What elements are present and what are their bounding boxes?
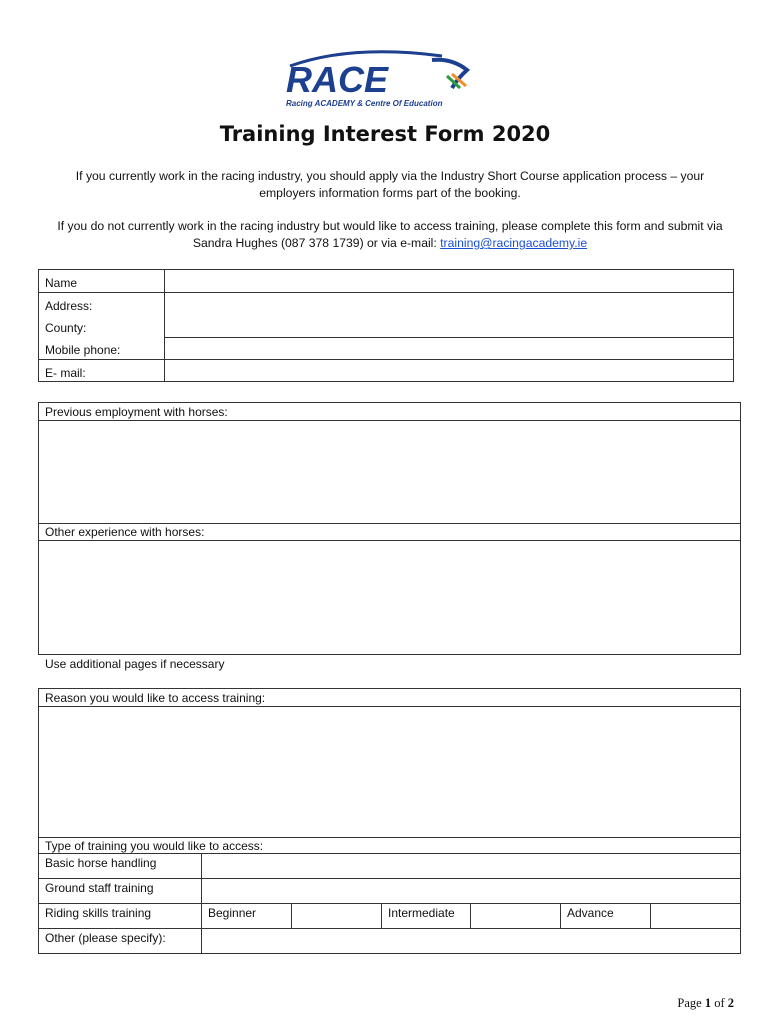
- mobile-label: Mobile phone:: [45, 343, 121, 357]
- current-page: 1: [704, 996, 712, 1010]
- intro-paragraph-2-text: If you do not currently work in the racing industry but would like to access training, please complete this form and submit via Sandra Hughes (087 378 1739) or via e-mail:: [57, 219, 723, 250]
- mobile-field[interactable]: [165, 338, 733, 359]
- of-label: of: [714, 996, 725, 1010]
- other-experience-label: Other experience with horses:: [45, 525, 205, 539]
- intro-paragraph-2: [48, 218, 732, 252]
- reason-field[interactable]: [39, 707, 740, 837]
- page-label: Page: [677, 996, 702, 1010]
- race-logo: [282, 48, 482, 112]
- additional-pages-note: Use additional pages if necessary: [45, 657, 225, 671]
- ground-staff-field[interactable]: [202, 879, 740, 903]
- email-link[interactable]: training@racingacademy.ie: [440, 236, 588, 250]
- address-label: Address:: [45, 299, 93, 313]
- ground-staff-label: Ground staff training: [45, 881, 154, 895]
- race-logo-graphic: [282, 48, 482, 112]
- other-training-field[interactable]: [202, 929, 740, 953]
- advance-label: Advance: [567, 906, 614, 920]
- page-title: Training Interest Form 2020: [219, 122, 551, 146]
- beginner-label: Beginner: [208, 906, 257, 920]
- previous-employment-label: Previous employment with horses:: [45, 405, 228, 419]
- name-field[interactable]: [165, 270, 733, 292]
- advance-field[interactable]: [651, 904, 740, 928]
- beginner-field[interactable]: [292, 904, 381, 928]
- intro-paragraph-1: If you currently work in the racing industry, you should apply via the Industry Short Course application process – your employers information forms part of the booking.: [75, 169, 705, 200]
- email-label: E- mail:: [45, 366, 86, 380]
- intermediate-label: Intermediate: [388, 906, 455, 920]
- basic-handling-label: Basic horse handling: [45, 856, 157, 870]
- riding-skills-label: Riding skills training: [45, 906, 152, 920]
- page-number: [677, 996, 734, 1011]
- total-pages: 2: [727, 996, 734, 1010]
- training-type-heading: Type of training you would like to access:: [45, 839, 264, 853]
- basic-handling-field[interactable]: [202, 854, 740, 878]
- address-field[interactable]: [165, 293, 733, 337]
- other-experience-field[interactable]: [39, 541, 740, 654]
- name-label: Name: [45, 276, 78, 290]
- reason-label: Reason you would like to access training:: [45, 691, 266, 705]
- previous-employment-field[interactable]: [39, 421, 740, 523]
- other-training-label: Other (please specify):: [45, 931, 166, 945]
- intermediate-field[interactable]: [471, 904, 560, 928]
- email-field[interactable]: [165, 360, 733, 381]
- county-label: County:: [45, 321, 87, 335]
- logo-tagline: Racing ACADEMY & Centre Of Education: [286, 99, 443, 108]
- logo-wordmark: RACE: [286, 59, 389, 100]
